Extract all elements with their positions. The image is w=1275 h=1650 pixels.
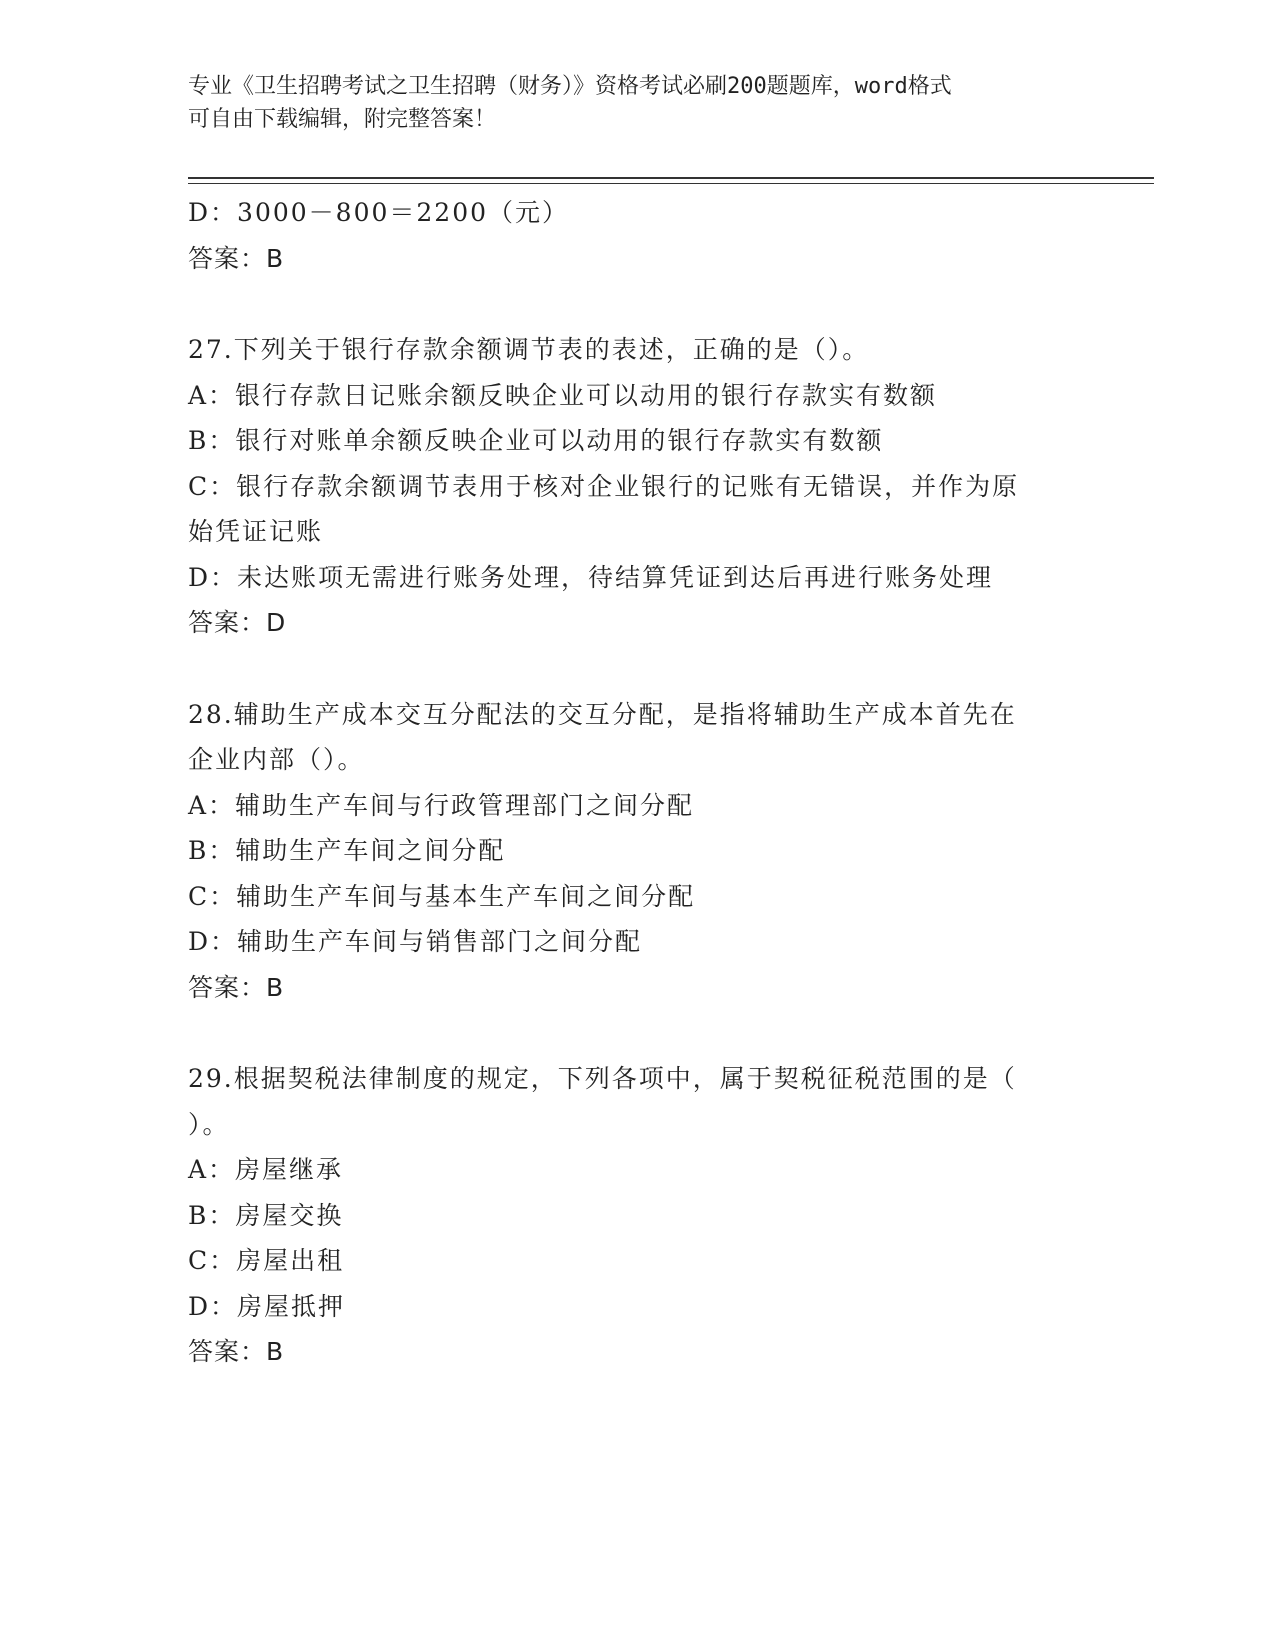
header-line-1: 专业《卫生招聘考试之卫生招聘（财务）》资格考试必刷200题题库，word格式 (188, 74, 952, 99)
answer-option: B：辅助生产车间之间分配 (188, 836, 506, 865)
previous-option-d: D：3000－800＝2200（元） (188, 198, 570, 227)
question-stem: 29.根据契税法律制度的规定，下列各项中，属于契税征税范围的是（ (188, 1064, 1017, 1093)
answer-option: A：银行存款日记账余额反映企业可以动用的银行存款实有数额 (188, 380, 938, 410)
header-line-2: 可自由下载编辑，附完整答案！ (188, 107, 497, 132)
question-stem: ）。 (188, 1109, 230, 1139)
answer-option: D：辅助生产车间与销售部门之间分配 (188, 927, 643, 956)
answer-option: 始凭证记账 (188, 517, 324, 546)
header-rule (188, 177, 1154, 179)
answer-option: C：辅助生产车间与基本生产车间之间分配 (188, 881, 696, 911)
question-block (188, 646, 1088, 1011)
answer-option: C：银行存款余额调节表用于核对企业银行的记账有无错误，并作为原 (188, 471, 1020, 501)
answer-option: B：银行对账单余额反映企业可以动用的银行存款实有数额 (188, 426, 884, 455)
answer-option: D：房屋抵押 (188, 1291, 346, 1321)
answer-key: 答案：D (188, 608, 287, 637)
header-rule-thin (188, 183, 1154, 184)
question-content (188, 190, 1088, 1375)
previous-answer: 答案：B (188, 243, 285, 273)
question-stem: 27.下列关于银行存款余额调节表的表述，正确的是（）。 (188, 335, 870, 364)
answer-option: D：未达账项无需进行账务处理，待结算凭证到达后再进行账务处理 (188, 562, 994, 592)
answer-key: 答案：B (188, 1337, 285, 1366)
answer-key: 答案：B (188, 972, 285, 1002)
answer-option: B：房屋交换 (188, 1200, 344, 1230)
question-spacer (188, 646, 1088, 692)
document-header (188, 70, 1068, 136)
question-spacer (188, 281, 1088, 327)
question-block (188, 281, 1088, 646)
answer-option: A：辅助生产车间与行政管理部门之间分配 (188, 790, 695, 820)
answer-option: A：房屋继承 (188, 1155, 344, 1184)
question-spacer (188, 1010, 1088, 1056)
question-list (188, 281, 1088, 1375)
question-stem: 企业内部（）。 (188, 745, 365, 774)
question-stem: 28.辅助生产成本交互分配法的交互分配，是指将辅助生产成本首先在 (188, 699, 1017, 729)
answer-option: C：房屋出租 (188, 1246, 345, 1275)
question-block (188, 1010, 1088, 1375)
